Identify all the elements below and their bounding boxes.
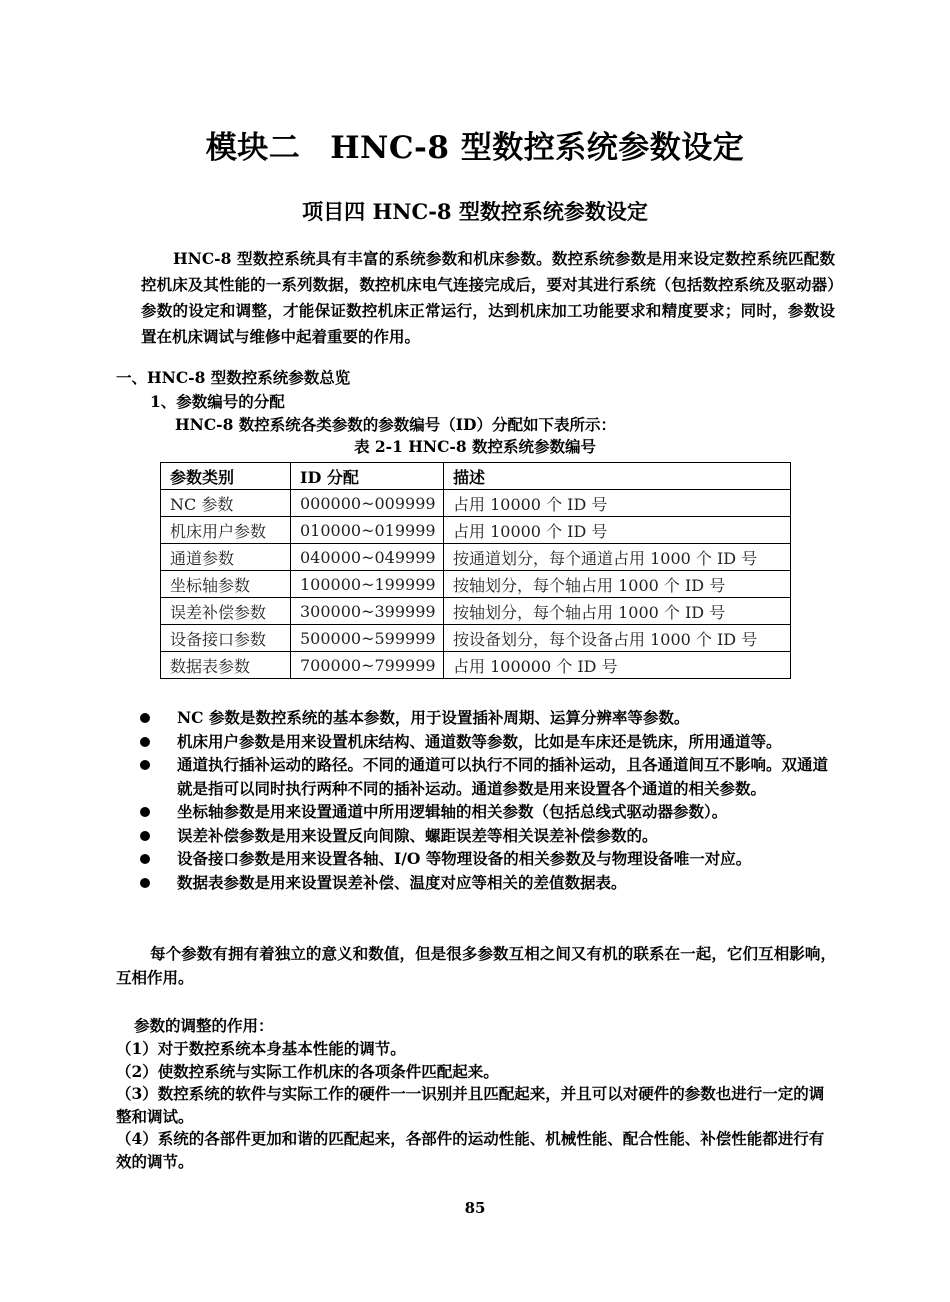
table-cell: 000000~009999 <box>291 490 444 517</box>
adjustment-item: （3）数控系统的软件与实际工作的硬件一一识别并且匹配起来，并且可以对硬件的参数也进行一定的调整和调试。 <box>116 1084 825 1126</box>
intro-paragraph: HNC-8 型数控系统具有丰富的系统参数和机床参数。数控系统参数是用来设定数控系统匹配数控机床及其性能的一系列数据，数控机床电气连接完成后，要对其进行系统（包括数控系统及驱动器）参数的设定和调整，才能保证数控机床正常运行，达到机床加工功能要求和精度要求；同时，参数设置在机床调试与维修中起着重要的作用。 <box>141 249 835 346</box>
table-cell: NC 参数 <box>161 490 291 517</box>
table-cell: 700000~799999 <box>291 652 444 679</box>
list-item-text: 数据表参数是用来设置误差补偿、温度对应等相关的差值数据表。 <box>177 872 627 892</box>
table-cell: 按通道划分，每个通道占用 1000 个 ID 号 <box>444 544 791 571</box>
table-row <box>161 598 791 625</box>
page-number: 85 <box>464 1199 486 1217</box>
table-row <box>161 652 791 679</box>
list-item <box>140 753 840 800</box>
module-title-right: HNC-8 型数控系统参数设定 <box>330 130 745 166</box>
table-cell: 占用 10000 个 ID 号 <box>444 517 791 544</box>
list-item <box>140 847 840 871</box>
table-cell: 按设备划分，每个设备占用 1000 个 ID 号 <box>444 625 791 652</box>
table-cell: 机床用户参数 <box>161 517 291 544</box>
adjustment-heading: 参数的调整的作用： <box>134 1016 274 1035</box>
list-item-text: NC 参数是数控系统的基本参数，用于设置插补周期、运算分辨率等参数。 <box>177 708 690 727</box>
adjustment-item: （2）使数控系统与实际工作机床的各项条件匹配起来。 <box>116 1061 499 1081</box>
subsection-heading-1-1: 1、参数编号的分配 <box>150 392 285 411</box>
bullet-dot-icon <box>140 878 150 888</box>
list-item-text: 坐标轴参数是用来设置通道中所用逻辑轴的相关参数（包括总线式驱动器参数）。 <box>177 802 728 821</box>
table-cell: 占用 100000 个 ID 号 <box>444 652 791 679</box>
list-item-text: 通道执行插补运动的路径。不同的通道可以执行不同的插补运动，且各通道间互不影响。双通道就是指可以同时执行两种不同的插补运动。通道参数是用来设置各个通道的相关参数。 <box>177 755 829 798</box>
table-cell: 通道参数 <box>161 544 291 571</box>
table-cell: 数据表参数 <box>161 652 291 679</box>
project-title: 项目四 HNC-8 型数控系统参数设定 <box>302 199 648 224</box>
table-row <box>161 544 791 571</box>
table-cell: 010000~019999 <box>291 517 444 544</box>
parameter-bullet-list <box>140 706 840 894</box>
list-item <box>140 800 840 824</box>
bullet-dot-icon <box>140 713 150 723</box>
table-cell: 按轴划分，每个轴占用 1000 个 ID 号 <box>444 571 791 598</box>
table-cell: 100000~199999 <box>291 571 444 598</box>
table-caption: 表 2-1 HNC-8 数控系统参数编号 <box>353 437 597 456</box>
bullet-dot-icon <box>140 854 150 864</box>
bullet-dot-icon <box>140 760 150 770</box>
table-cell: 坐标轴参数 <box>161 571 291 598</box>
bullet-dot-icon <box>140 807 150 817</box>
list-item <box>140 730 840 754</box>
table-header-row <box>161 463 791 490</box>
subsection-description: HNC-8 数控系统各类参数的参数编号（ID）分配如下表所示： <box>175 415 616 434</box>
list-item-text: 机床用户参数是用来设置机床结构、通道数等参数，比如是车床还是铣床，所用通道等。 <box>177 731 782 751</box>
closing-paragraph: 每个参数有拥有着独立的意义和数值，但是很多参数互相之间又有机的联系在一起，它们互相影响，互相作用。 <box>116 944 836 987</box>
parameter-id-table <box>160 462 791 679</box>
table-row <box>161 571 791 598</box>
adjustment-item: （1）对于数控系统本身基本性能的调节。 <box>116 1039 406 1058</box>
list-item <box>140 871 840 895</box>
table-header-cell: ID 分配 <box>291 463 444 490</box>
table-row <box>161 625 791 652</box>
table-header-cell: 描述 <box>444 463 791 490</box>
table-cell: 占用 10000 个 ID 号 <box>444 490 791 517</box>
module-title-left: 模块二 <box>205 130 301 166</box>
list-item-text: 误差补偿参数是用来设置反向间隙、螺距误差等相关误差补偿参数的。 <box>177 825 658 845</box>
table-cell: 500000~599999 <box>291 625 444 652</box>
adjustment-list <box>116 1038 836 1173</box>
list-item <box>140 706 840 730</box>
adjustment-item: （4）系统的各部件更加和谐的匹配起来，各部件的运动性能、机械性能、配合性能、补偿性能都进行有效的调节。 <box>116 1129 825 1171</box>
table-cell: 设备接口参数 <box>161 625 291 652</box>
table-row <box>161 490 791 517</box>
module-title <box>0 122 950 167</box>
list-item <box>140 824 840 848</box>
table-cell: 040000~049999 <box>291 544 444 571</box>
section-heading-1: 一、HNC-8 型数控系统参数总览 <box>116 368 351 387</box>
table-header-cell: 参数类别 <box>161 463 291 490</box>
bullet-dot-icon <box>140 737 150 747</box>
table-cell: 误差补偿参数 <box>161 598 291 625</box>
table-cell: 按轴划分，每个轴占用 1000 个 ID 号 <box>444 598 791 625</box>
bullet-dot-icon <box>140 831 150 841</box>
table-cell: 300000~399999 <box>291 598 444 625</box>
table-row <box>161 517 791 544</box>
list-item-text: 设备接口参数是用来设置各轴、I/O 等物理设备的相关参数及与物理设备唯一对应。 <box>177 849 752 868</box>
